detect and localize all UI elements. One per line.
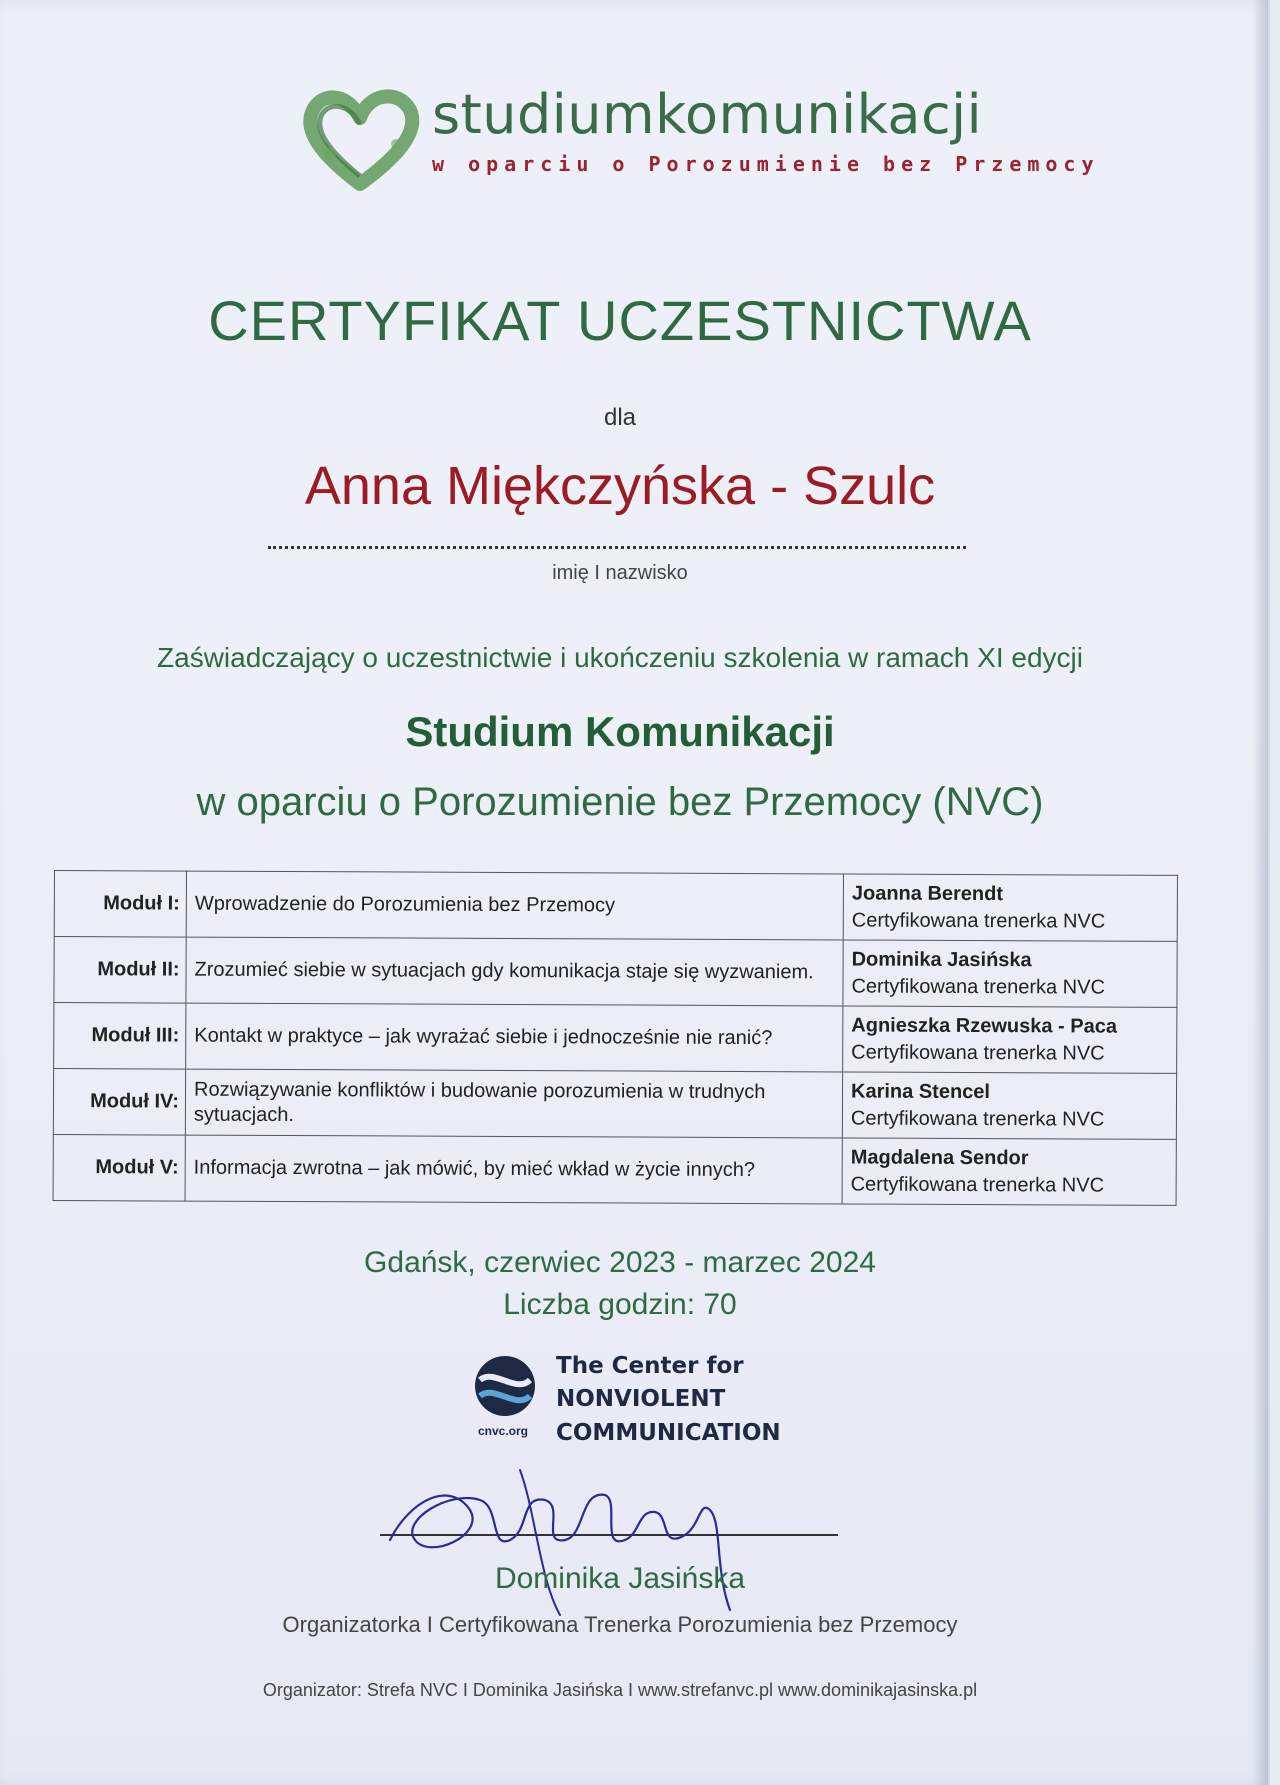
place-date: Gdańsk, czerwiec 2023 - marzec 2024 [364, 1246, 876, 1279]
module-label: Moduł III: [54, 1003, 186, 1070]
course-title: Studium Komunikacji [405, 708, 835, 755]
module-label: Moduł I: [54, 871, 186, 938]
module-trainer-cell [842, 1138, 1176, 1205]
cnvc-line-3: COMMUNICATION [556, 1419, 781, 1446]
module-trainer-cell [843, 940, 1177, 1007]
trainer-name: Dominika Jasińska [851, 947, 1032, 971]
trainer-name: Agnieszka Rzewuska - Paca [851, 1013, 1118, 1038]
module-topic: Wprowadzenie do Porozumienia bez Przemocy [186, 871, 843, 940]
studium-logo [432, 83, 1100, 176]
cnvc-line-1: The Center for [556, 1353, 744, 1379]
table-row [53, 1134, 1176, 1205]
signer-name: Dominika Jasińska [494, 1562, 746, 1595]
module-trainer-cell [843, 874, 1177, 941]
signer-role: Organizatorka I Certyfikowana Trenerka Porozumienia bez Przemocy [282, 1612, 958, 1637]
organizer-footer: Organizator: Strefa NVC I Dominika Jasińska I www.strefanvc.pl www.dominikajasinska.pl [262, 1680, 978, 1700]
cnvc-line-2: NONVIOLENT [556, 1386, 726, 1413]
cnvc-url: cnvc.org [478, 1424, 529, 1438]
name-caption: imię I nazwisko [552, 562, 688, 584]
module-trainer-cell [842, 1072, 1176, 1139]
trainer-role: Certyfikowana trenerka NVC [851, 1040, 1105, 1065]
certificate-title: CERTYFIKAT UCZESTNICTWA [208, 289, 1032, 352]
course-subtitle: w oparciu o Porozumienie bez Przemocy (NVC) [196, 780, 1044, 824]
for-label: dla [603, 404, 637, 431]
module-topic: Zrozumieć siebie w sytuacjach gdy komunikacja staje się wyzwaniem. [186, 937, 843, 1006]
table-row [54, 871, 1177, 942]
module-label: Moduł IV: [53, 1069, 185, 1136]
hours-count: Liczba godzin: 70 [503, 1288, 737, 1321]
logo-main-text: studiumkomunikacji [432, 83, 983, 146]
module-label: Moduł V: [53, 1134, 185, 1201]
attestation-text: Zaświadczający o uczestnictwie i ukończeniu szkolenia w ramach XI edycji [157, 642, 1083, 673]
page-edge-shadow [1252, 0, 1268, 1785]
module-label: Moduł II: [54, 937, 186, 1004]
trainer-name: Joanna Berendt [851, 881, 1004, 905]
module-topic: Informacja zwrotna – jak mówić, by mieć wkład w życie innych? [185, 1135, 842, 1204]
logo-tagline: w oparciu o Porozumienie bez Przemocy [432, 152, 1100, 176]
table-row [54, 1003, 1177, 1074]
trainer-role: Certyfikowana trenerka NVC [851, 908, 1106, 933]
recipient-name: Anna Miękczyńska - Szulc [304, 456, 936, 516]
trainer-role: Certyfikowana trenerka NVC [851, 974, 1105, 999]
trainer-role: Certyfikowana trenerka NVC [850, 1106, 1105, 1131]
module-topic: Kontakt w praktyce – jak wyrażać siebie i jednocześnie nie ranić? [186, 1003, 843, 1072]
trainer-role: Certyfikowana trenerka NVC [850, 1172, 1105, 1197]
table-row [53, 1069, 1176, 1140]
heart-logo-icon [300, 84, 420, 194]
modules-table [53, 870, 1178, 1206]
module-trainer-cell [843, 1006, 1177, 1073]
trainer-name: Karina Stencel [850, 1079, 991, 1103]
module-topic: Rozwiązywanie konfliktów i budowanie porozumienia w trudnych sytuacjach. [185, 1069, 842, 1138]
cnvc-logo-text [556, 1350, 781, 1450]
trainer-name: Magdalena Sendor [850, 1145, 1029, 1169]
name-dotted-line [268, 546, 966, 549]
table-row [54, 937, 1177, 1008]
